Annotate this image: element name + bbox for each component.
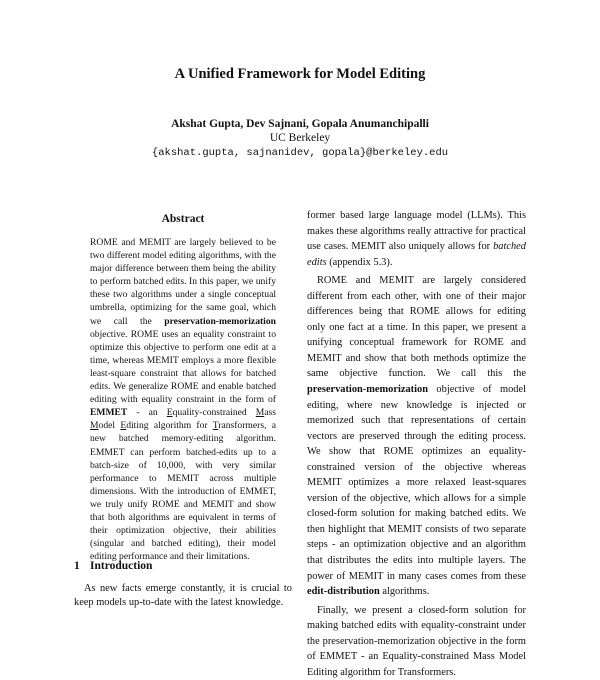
abstract-text: ROME and MEMIT are largely believed to be two different model editing algorithms, with the major difference between them being the ability to perform batched edits. In this paper, we unify these two algorithms under a single conceptual umbrella, optimizing for the same goal, which we call the preservation-memorization objective. ROME uses an equality constraint to optimize this objective to perform one edit at a time, whereas MEMIT employs a more flexible least-square constraint that allows for batched edits. We generalize ROME and enable batched editing with equality constraint in the form of EMMET - an Equality-constrained Mass Model Editing algorithm for Transformers, a new batched memory-editing algorithm. EMMET can perform batched-edits up to a batch-size of 10,000, with very similar performance to MEMIT across multiple dimensions. With the introduction of EMMET, we truly unify ROME and MEMIT and show that both algorithms are equivalent in terms of their optimization objective, their abilities (singular and batched editing), their model editing performance and their limitations. (90, 237, 276, 563)
affiliation: UC Berkeley (269, 132, 331, 144)
introduction-text: As new facts emerge constantly, it is crucial to keep models up-to-date with the latest knowledge. (74, 583, 292, 608)
paragraph: Finally, we present a closed-form solution for making batched edits with equality-constraint under the preservation-memorization objective in the form of EMMET - an Equality-constrained Mass Model Editing algorithm for Transformers. (307, 604, 526, 678)
section-number: 1 (74, 560, 80, 572)
section-heading-introduction (74, 560, 284, 572)
section-title: Introduction (90, 560, 153, 572)
author-emails: {akshat.gupta, sajnanidev, gopala}@berkeley.edu (151, 147, 449, 159)
paper-title: A Unified Framework for Model Editing (174, 66, 426, 82)
paragraph: ROME and MEMIT are largely considered different from each other, with one of their major differences being that ROME allows for editing only one fact at a time. In this paper, we present a unifying conceptual framework for ROME and MEMIT and show that both methods optimize the same objective function. We call this the preservation-memorization objective of model editing, where new knowledge is injected or memorized such that representations of certain vectors are preserved through the editing process. We show that ROME optimizes an equality-constrained version of the objective whereas MEMIT optimizes a more relaxed least-squares version of the objective, which allows for a simple closed-form solution for making batched edits. We then highlight that MEMIT consists of two separate steps - an optimization objective and an algorithm that distributes the edits into multiple layers. The power of MEMIT in many cases comes from these edit-distribution algorithms. (307, 275, 526, 598)
right-column-text (307, 208, 526, 678)
author-list: Akshat Gupta, Dev Sajnani, Gopala Anumanchipalli (171, 118, 429, 130)
abstract-heading: Abstract (161, 213, 205, 225)
paragraph: former based large language model (LLMs). This makes these algorithms really attractive for practical use cases. MEMIT also uniquely allows for batched edits (appendix 5.3). (307, 210, 526, 268)
